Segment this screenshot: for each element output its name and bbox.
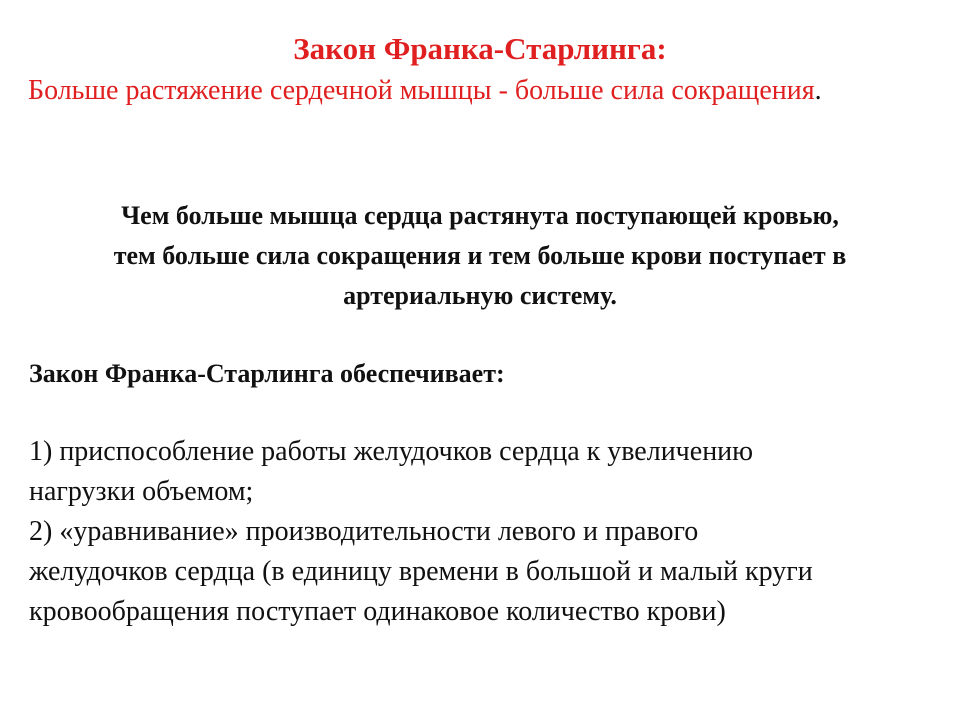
provides-list [29,432,944,632]
slide-subtitle [28,73,948,109]
list-item-line: нагрузки объемом; [29,476,254,507]
main-statement [20,196,940,316]
provides-heading: Закон Франка-Старлинга обеспечивает: [29,359,505,388]
slide-title: Закон Франка-Старлинга: [293,31,667,66]
subtitle-period: . [814,75,822,106]
list-item-line: 2) «уравнивание» производительности левого и правого [29,516,699,547]
list-item [29,432,944,512]
main-statement-line: Чем больше мышца сердца растянута поступающей кровью, [121,201,839,230]
list-item-line: желудочков сердца (в единицу времени в большой и малый круги [29,556,813,587]
main-statement-line: тем больше сила сокращения и тем больше крови поступает в [113,241,847,270]
list-item [29,512,944,632]
list-item-line: 1) приспособление работы желудочков сердца к увеличению [29,436,754,467]
list-item-line: кровообращения поступает одинаковое количество крови) [29,596,726,627]
main-statement-line: артериальную систему. [343,281,617,310]
subtitle-text: Больше растяжение сердечной мышцы - больше сила сокращения [28,75,815,106]
